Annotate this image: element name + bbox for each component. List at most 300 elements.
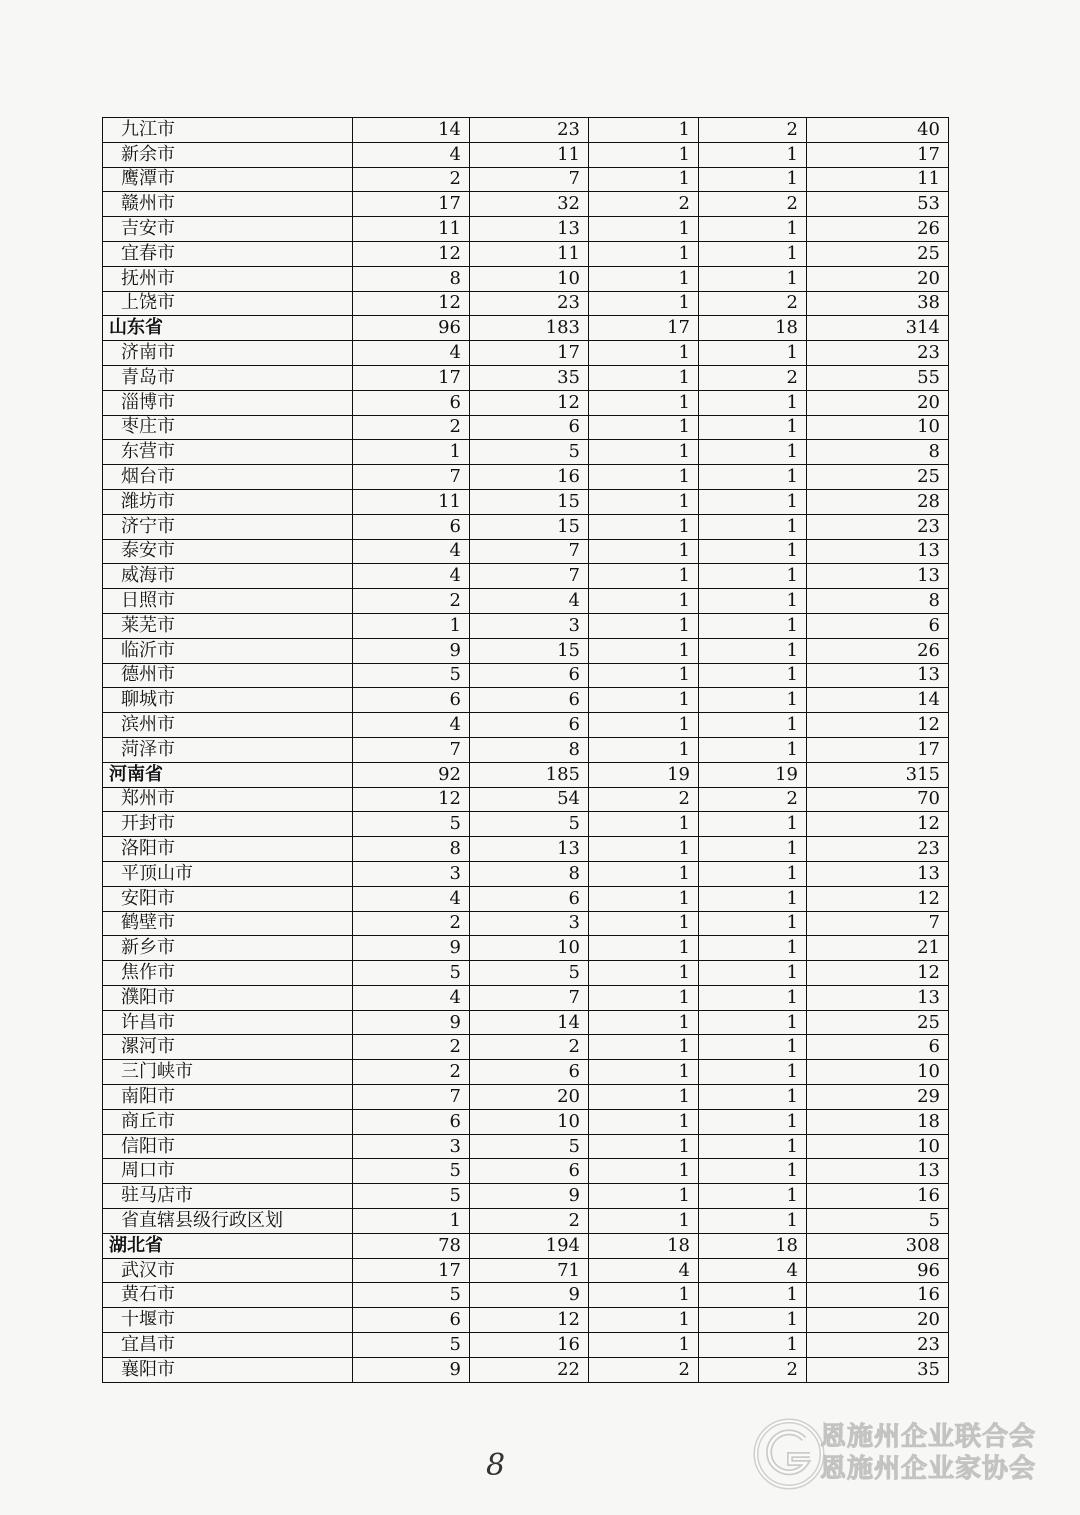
value-cell-col-4: 1: [699, 1010, 807, 1035]
city-name-cell: 上饶市: [103, 291, 353, 316]
city-name-cell: 菏泽市: [103, 737, 353, 762]
value-cell-col-2: 23: [470, 291, 589, 316]
table-row: [103, 688, 949, 713]
value-cell-col-4: 1: [699, 737, 807, 762]
value-cell-col-2: 5: [470, 1134, 589, 1159]
value-cell-col-4: 1: [699, 713, 807, 738]
value-cell-col-1: 2: [353, 167, 470, 192]
value-cell-col-3: 1: [589, 1283, 699, 1308]
value-cell-col-1: 92: [353, 762, 470, 787]
value-cell-col-5: 12: [807, 961, 949, 986]
table-row: [103, 1333, 949, 1358]
value-cell-col-2: 3: [470, 911, 589, 936]
value-cell-col-3: 1: [589, 539, 699, 564]
city-name-cell: 三门峡市: [103, 1060, 353, 1085]
table-row: [103, 985, 949, 1010]
city-name-cell: 莱芜市: [103, 613, 353, 638]
value-cell-col-3: 1: [589, 1010, 699, 1035]
value-cell-col-3: 1: [589, 688, 699, 713]
city-name-cell: 滨州市: [103, 713, 353, 738]
value-cell-col-1: 6: [353, 1109, 470, 1134]
value-cell-col-2: 12: [470, 1308, 589, 1333]
value-cell-col-4: 2: [699, 291, 807, 316]
value-cell-col-1: 3: [353, 861, 470, 886]
value-cell-col-5: 25: [807, 465, 949, 490]
city-name-cell: 烟台市: [103, 465, 353, 490]
value-cell-col-1: 1: [353, 440, 470, 465]
value-cell-col-5: 21: [807, 936, 949, 961]
value-cell-col-2: 2: [470, 1209, 589, 1234]
statistics-table: [102, 117, 949, 1383]
city-name-cell: 襄阳市: [103, 1357, 353, 1382]
value-cell-col-5: 12: [807, 812, 949, 837]
value-cell-col-5: 16: [807, 1283, 949, 1308]
value-cell-col-4: 1: [699, 465, 807, 490]
value-cell-col-2: 6: [470, 713, 589, 738]
page-number: 8: [486, 1448, 506, 1483]
value-cell-col-4: 4: [699, 1258, 807, 1283]
value-cell-col-2: 23: [470, 118, 589, 143]
table-row: [103, 1283, 949, 1308]
value-cell-col-5: 12: [807, 886, 949, 911]
value-cell-col-3: 1: [589, 1159, 699, 1184]
city-name-cell: 驻马店市: [103, 1184, 353, 1209]
city-name-cell: 济南市: [103, 341, 353, 366]
value-cell-col-1: 1: [353, 1209, 470, 1234]
province-name-cell: 山东省: [103, 316, 353, 341]
value-cell-col-3: 1: [589, 638, 699, 663]
value-cell-col-3: 1: [589, 713, 699, 738]
value-cell-col-5: 23: [807, 837, 949, 862]
value-cell-col-1: 12: [353, 787, 470, 812]
value-cell-col-3: 19: [589, 762, 699, 787]
value-cell-col-1: 11: [353, 217, 470, 242]
city-name-cell: 黄石市: [103, 1283, 353, 1308]
value-cell-col-5: 25: [807, 241, 949, 266]
value-cell-col-3: 1: [589, 1184, 699, 1209]
value-cell-col-4: 1: [699, 837, 807, 862]
value-cell-col-5: 10: [807, 1060, 949, 1085]
value-cell-col-4: 1: [699, 911, 807, 936]
city-name-cell: 济宁市: [103, 514, 353, 539]
value-cell-col-4: 1: [699, 961, 807, 986]
value-cell-col-3: 1: [589, 465, 699, 490]
value-cell-col-5: 26: [807, 217, 949, 242]
city-name-cell: 南阳市: [103, 1085, 353, 1110]
value-cell-col-5: 40: [807, 118, 949, 143]
value-cell-col-4: 1: [699, 217, 807, 242]
value-cell-col-3: 2: [589, 1357, 699, 1382]
value-cell-col-2: 194: [470, 1233, 589, 1258]
city-name-cell: 武汉市: [103, 1258, 353, 1283]
value-cell-col-2: 6: [470, 1060, 589, 1085]
value-cell-col-5: 38: [807, 291, 949, 316]
value-cell-col-4: 2: [699, 365, 807, 390]
value-cell-col-3: 1: [589, 861, 699, 886]
value-cell-col-4: 18: [699, 1233, 807, 1258]
value-cell-col-3: 1: [589, 1308, 699, 1333]
value-cell-col-5: 16: [807, 1184, 949, 1209]
value-cell-col-2: 6: [470, 886, 589, 911]
table-row: [103, 1134, 949, 1159]
value-cell-col-3: 1: [589, 142, 699, 167]
value-cell-col-1: 17: [353, 1258, 470, 1283]
value-cell-col-5: 8: [807, 589, 949, 614]
value-cell-col-3: 1: [589, 167, 699, 192]
value-cell-col-2: 10: [470, 1109, 589, 1134]
value-cell-col-2: 12: [470, 390, 589, 415]
watermark-line-1: 恩施州企业联合会: [820, 1422, 1037, 1452]
value-cell-col-5: 6: [807, 613, 949, 638]
city-name-cell: 信阳市: [103, 1134, 353, 1159]
value-cell-col-1: 4: [353, 886, 470, 911]
enterprise-association-logo-icon: [752, 1417, 826, 1491]
value-cell-col-4: 1: [699, 1134, 807, 1159]
value-cell-col-2: 35: [470, 365, 589, 390]
value-cell-col-4: 1: [699, 886, 807, 911]
value-cell-col-3: 1: [589, 118, 699, 143]
value-cell-col-1: 2: [353, 1060, 470, 1085]
table-row: [103, 936, 949, 961]
value-cell-col-3: 1: [589, 961, 699, 986]
table-row: [103, 539, 949, 564]
value-cell-col-5: 314: [807, 316, 949, 341]
table-row: [103, 192, 949, 217]
table-row: [103, 514, 949, 539]
value-cell-col-2: 22: [470, 1357, 589, 1382]
value-cell-col-2: 16: [470, 1333, 589, 1358]
value-cell-col-1: 7: [353, 465, 470, 490]
value-cell-col-3: 1: [589, 1134, 699, 1159]
table-row: [103, 241, 949, 266]
value-cell-col-4: 1: [699, 1085, 807, 1110]
value-cell-col-1: 8: [353, 266, 470, 291]
value-cell-col-5: 23: [807, 514, 949, 539]
value-cell-col-5: 26: [807, 638, 949, 663]
value-cell-col-4: 2: [699, 787, 807, 812]
value-cell-col-4: 1: [699, 985, 807, 1010]
value-cell-col-4: 1: [699, 341, 807, 366]
city-name-cell: 枣庄市: [103, 415, 353, 440]
city-name-cell: 新余市: [103, 142, 353, 167]
province-row: [103, 316, 949, 341]
table-row: [103, 886, 949, 911]
table-row: [103, 1184, 949, 1209]
value-cell-col-3: 2: [589, 787, 699, 812]
value-cell-col-2: 20: [470, 1085, 589, 1110]
value-cell-col-2: 13: [470, 217, 589, 242]
value-cell-col-2: 54: [470, 787, 589, 812]
value-cell-col-5: 11: [807, 167, 949, 192]
value-cell-col-2: 5: [470, 812, 589, 837]
value-cell-col-2: 4: [470, 589, 589, 614]
value-cell-col-1: 78: [353, 1233, 470, 1258]
value-cell-col-1: 6: [353, 514, 470, 539]
city-name-cell: 临沂市: [103, 638, 353, 663]
table-row: [103, 1060, 949, 1085]
value-cell-col-5: 20: [807, 390, 949, 415]
city-name-cell: 商丘市: [103, 1109, 353, 1134]
value-cell-col-2: 9: [470, 1283, 589, 1308]
table-row: [103, 341, 949, 366]
province-row: [103, 762, 949, 787]
city-name-cell: 鹰潭市: [103, 167, 353, 192]
value-cell-col-3: 1: [589, 1060, 699, 1085]
city-name-cell: 淄博市: [103, 390, 353, 415]
value-cell-col-1: 4: [353, 539, 470, 564]
value-cell-col-1: 17: [353, 365, 470, 390]
value-cell-col-4: 1: [699, 1109, 807, 1134]
table-row: [103, 1159, 949, 1184]
value-cell-col-5: 315: [807, 762, 949, 787]
table-body: [103, 118, 949, 1383]
value-cell-col-5: 10: [807, 1134, 949, 1159]
value-cell-col-2: 5: [470, 440, 589, 465]
value-cell-col-1: 2: [353, 1035, 470, 1060]
value-cell-col-3: 1: [589, 415, 699, 440]
value-cell-col-4: 2: [699, 1357, 807, 1382]
value-cell-col-5: 20: [807, 1308, 949, 1333]
table-row: [103, 365, 949, 390]
value-cell-col-2: 6: [470, 688, 589, 713]
table-row: [103, 1010, 949, 1035]
value-cell-col-3: 1: [589, 936, 699, 961]
value-cell-col-2: 10: [470, 266, 589, 291]
value-cell-col-2: 17: [470, 341, 589, 366]
value-cell-col-3: 1: [589, 589, 699, 614]
value-cell-col-5: 12: [807, 713, 949, 738]
value-cell-col-5: 308: [807, 1233, 949, 1258]
value-cell-col-3: 1: [589, 266, 699, 291]
value-cell-col-3: 4: [589, 1258, 699, 1283]
value-cell-col-4: 1: [699, 564, 807, 589]
value-cell-col-4: 1: [699, 1209, 807, 1234]
value-cell-col-2: 11: [470, 241, 589, 266]
value-cell-col-4: 1: [699, 167, 807, 192]
value-cell-col-5: 8: [807, 440, 949, 465]
value-cell-col-3: 1: [589, 1109, 699, 1134]
value-cell-col-5: 13: [807, 861, 949, 886]
value-cell-col-1: 9: [353, 936, 470, 961]
value-cell-col-4: 1: [699, 1283, 807, 1308]
table-row: [103, 465, 949, 490]
value-cell-col-2: 2: [470, 1035, 589, 1060]
value-cell-col-5: 13: [807, 564, 949, 589]
table-row: [103, 638, 949, 663]
value-cell-col-5: 5: [807, 1209, 949, 1234]
table-row: [103, 861, 949, 886]
table-row: [103, 1357, 949, 1382]
value-cell-col-4: 1: [699, 688, 807, 713]
city-name-cell: 漯河市: [103, 1035, 353, 1060]
value-cell-col-1: 96: [353, 316, 470, 341]
value-cell-col-3: 1: [589, 1035, 699, 1060]
city-name-cell: 潍坊市: [103, 489, 353, 514]
value-cell-col-2: 7: [470, 564, 589, 589]
value-cell-col-5: 53: [807, 192, 949, 217]
city-name-cell: 吉安市: [103, 217, 353, 242]
value-cell-col-1: 3: [353, 1134, 470, 1159]
table-row: [103, 1085, 949, 1110]
value-cell-col-4: 1: [699, 415, 807, 440]
value-cell-col-1: 17: [353, 192, 470, 217]
value-cell-col-1: 5: [353, 1333, 470, 1358]
city-name-cell: 聊城市: [103, 688, 353, 713]
value-cell-col-4: 19: [699, 762, 807, 787]
value-cell-col-1: 7: [353, 1085, 470, 1110]
value-cell-col-1: 4: [353, 564, 470, 589]
value-cell-col-2: 6: [470, 663, 589, 688]
table-row: [103, 1258, 949, 1283]
value-cell-col-4: 1: [699, 1035, 807, 1060]
value-cell-col-3: 1: [589, 985, 699, 1010]
value-cell-col-5: 18: [807, 1109, 949, 1134]
value-cell-col-2: 8: [470, 861, 589, 886]
city-name-cell: 洛阳市: [103, 837, 353, 862]
value-cell-col-1: 6: [353, 688, 470, 713]
value-cell-col-4: 1: [699, 812, 807, 837]
value-cell-col-3: 1: [589, 911, 699, 936]
value-cell-col-2: 16: [470, 465, 589, 490]
table-row: [103, 713, 949, 738]
value-cell-col-5: 25: [807, 1010, 949, 1035]
table-row: [103, 911, 949, 936]
value-cell-col-1: 12: [353, 291, 470, 316]
value-cell-col-4: 1: [699, 589, 807, 614]
value-cell-col-2: 10: [470, 936, 589, 961]
value-cell-col-3: 1: [589, 564, 699, 589]
city-name-cell: 许昌市: [103, 1010, 353, 1035]
value-cell-col-1: 5: [353, 663, 470, 688]
table-row: [103, 737, 949, 762]
table-row: [103, 1209, 949, 1234]
table-row: [103, 1109, 949, 1134]
value-cell-col-2: 5: [470, 961, 589, 986]
value-cell-col-4: 1: [699, 514, 807, 539]
value-cell-col-5: 10: [807, 415, 949, 440]
value-cell-col-3: 1: [589, 1085, 699, 1110]
value-cell-col-3: 1: [589, 663, 699, 688]
value-cell-col-1: 6: [353, 390, 470, 415]
value-cell-col-3: 1: [589, 489, 699, 514]
value-cell-col-4: 1: [699, 1159, 807, 1184]
value-cell-col-5: 23: [807, 341, 949, 366]
value-cell-col-3: 1: [589, 341, 699, 366]
value-cell-col-5: 13: [807, 663, 949, 688]
watermark-line-2: 恩施州企业家协会: [820, 1454, 1037, 1484]
value-cell-col-4: 2: [699, 192, 807, 217]
value-cell-col-3: 1: [589, 365, 699, 390]
table-row: [103, 489, 949, 514]
value-cell-col-4: 1: [699, 613, 807, 638]
value-cell-col-2: 6: [470, 415, 589, 440]
value-cell-col-2: 9: [470, 1184, 589, 1209]
value-cell-col-5: 55: [807, 365, 949, 390]
table-row: [103, 266, 949, 291]
value-cell-col-4: 1: [699, 638, 807, 663]
value-cell-col-1: 5: [353, 812, 470, 837]
value-cell-col-2: 15: [470, 514, 589, 539]
value-cell-col-1: 6: [353, 1308, 470, 1333]
value-cell-col-2: 185: [470, 762, 589, 787]
city-name-cell: 青岛市: [103, 365, 353, 390]
table-row: [103, 961, 949, 986]
value-cell-col-5: 70: [807, 787, 949, 812]
value-cell-col-1: 2: [353, 589, 470, 614]
value-cell-col-4: 1: [699, 1308, 807, 1333]
table-row: [103, 589, 949, 614]
table-row: [103, 440, 949, 465]
city-name-cell: 威海市: [103, 564, 353, 589]
value-cell-col-4: 18: [699, 316, 807, 341]
city-name-cell: 宜昌市: [103, 1333, 353, 1358]
value-cell-col-3: 1: [589, 217, 699, 242]
value-cell-col-4: 2: [699, 118, 807, 143]
city-name-cell: 九江市: [103, 118, 353, 143]
value-cell-col-2: 71: [470, 1258, 589, 1283]
value-cell-col-5: 23: [807, 1333, 949, 1358]
value-cell-col-2: 7: [470, 539, 589, 564]
city-name-cell: 泰安市: [103, 539, 353, 564]
table-row: [103, 291, 949, 316]
value-cell-col-5: 17: [807, 737, 949, 762]
value-cell-col-1: 9: [353, 1357, 470, 1382]
watermark: [752, 1415, 1062, 1493]
value-cell-col-3: 1: [589, 514, 699, 539]
value-cell-col-4: 1: [699, 861, 807, 886]
value-cell-col-5: 28: [807, 489, 949, 514]
value-cell-col-1: 1: [353, 613, 470, 638]
value-cell-col-4: 1: [699, 663, 807, 688]
value-cell-col-5: 6: [807, 1035, 949, 1060]
city-name-cell: 东营市: [103, 440, 353, 465]
city-name-cell: 平顶山市: [103, 861, 353, 886]
province-name-cell: 湖北省: [103, 1233, 353, 1258]
value-cell-col-2: 32: [470, 192, 589, 217]
table-row: [103, 787, 949, 812]
value-cell-col-2: 183: [470, 316, 589, 341]
table-row: [103, 167, 949, 192]
value-cell-col-2: 7: [470, 167, 589, 192]
value-cell-col-2: 8: [470, 737, 589, 762]
city-name-cell: 日照市: [103, 589, 353, 614]
value-cell-col-2: 15: [470, 489, 589, 514]
city-name-cell: 周口市: [103, 1159, 353, 1184]
value-cell-col-3: 1: [589, 390, 699, 415]
value-cell-col-3: 1: [589, 886, 699, 911]
table-row: [103, 564, 949, 589]
value-cell-col-5: 20: [807, 266, 949, 291]
value-cell-col-1: 4: [353, 341, 470, 366]
value-cell-col-2: 13: [470, 837, 589, 862]
value-cell-col-3: 1: [589, 440, 699, 465]
value-cell-col-4: 1: [699, 142, 807, 167]
value-cell-col-1: 4: [353, 713, 470, 738]
value-cell-col-3: 1: [589, 1209, 699, 1234]
value-cell-col-4: 1: [699, 489, 807, 514]
value-cell-col-1: 4: [353, 985, 470, 1010]
value-cell-col-1: 8: [353, 837, 470, 862]
value-cell-col-3: 1: [589, 812, 699, 837]
city-name-cell: 抚州市: [103, 266, 353, 291]
city-name-cell: 鹤壁市: [103, 911, 353, 936]
table-row: [103, 812, 949, 837]
value-cell-col-5: 17: [807, 142, 949, 167]
value-cell-col-4: 1: [699, 936, 807, 961]
value-cell-col-2: 3: [470, 613, 589, 638]
value-cell-col-5: 13: [807, 1159, 949, 1184]
value-cell-col-4: 1: [699, 1184, 807, 1209]
